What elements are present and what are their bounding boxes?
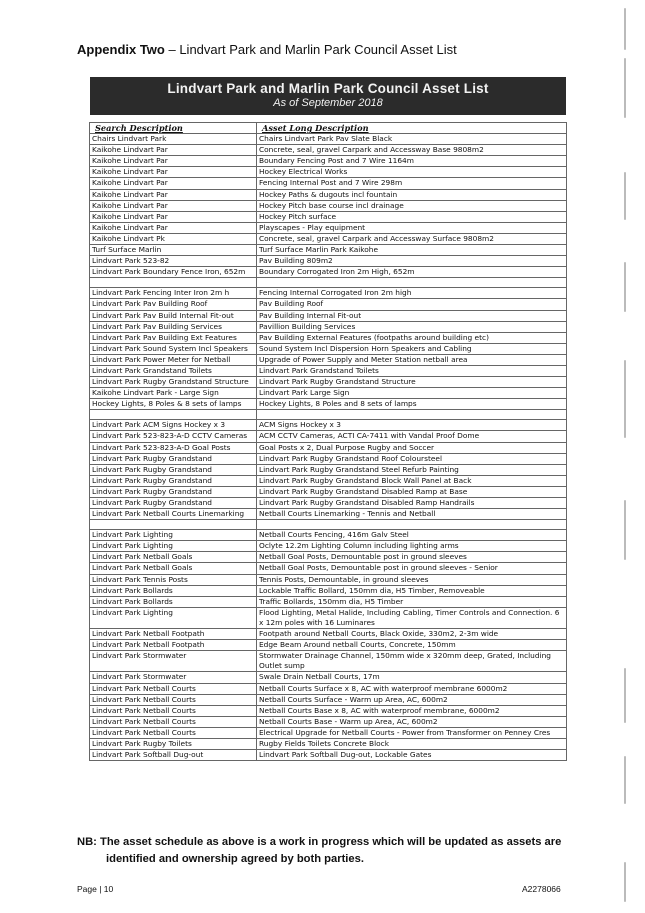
table-row <box>90 178 567 189</box>
table-row <box>90 222 567 233</box>
search-description-cell: Lindvart Park Netball Goals <box>90 563 257 574</box>
search-description-cell: Lindvart Park 523-823-A-D CCTV Cameras <box>90 431 257 442</box>
search-description-cell: Lindvart Park Netball Courts <box>90 727 257 738</box>
table-row <box>90 233 567 244</box>
banner-subtitle: As of September 2018 <box>273 97 383 109</box>
banner-title: Lindvart Park and Marlin Park Council Asset List <box>167 81 489 96</box>
table-row <box>90 399 567 410</box>
search-description-cell: Lindvart Park Rugby Grandstand <box>90 498 257 509</box>
table-row <box>90 541 567 552</box>
table-row <box>90 629 567 640</box>
table-row <box>90 354 567 365</box>
asset-long-description-cell: Boundary Fencing Post and 7 Wire 1164m <box>257 156 567 167</box>
asset-long-description-cell: Pav Building Internal Fit-out <box>257 310 567 321</box>
asset-long-description-cell: Pav Building External Features (footpaths around building etc) <box>257 332 567 343</box>
asset-long-description-cell: Goal Posts x 2, Dual Purpose Rugby and Soccer <box>257 442 567 453</box>
table-row <box>90 267 567 278</box>
table-row <box>90 486 567 497</box>
scan-edge-mark <box>624 8 626 50</box>
note-block <box>77 834 567 868</box>
asset-long-description-cell: Pavillion Building Services <box>257 321 567 332</box>
scan-edge-mark <box>624 500 626 560</box>
table-row <box>90 750 567 761</box>
asset-long-description-cell: Netball Courts Surface x 8, AC with waterproof membrane 6000m2 <box>257 683 567 694</box>
search-description-cell: Lindvart Park ACM Signs Hockey x 3 <box>90 420 257 431</box>
asset-long-description-cell: Hockey Pitch base course incl drainage <box>257 200 567 211</box>
table-row <box>90 365 567 376</box>
table-row <box>90 200 567 211</box>
search-description-cell: Lindvart Park Netball Courts <box>90 705 257 716</box>
table-row <box>90 738 567 749</box>
search-description-cell: Kaikohe Lindvart Par <box>90 211 257 222</box>
table-row <box>90 377 567 388</box>
table-row <box>90 431 567 442</box>
table-row <box>90 332 567 343</box>
search-description-cell <box>90 278 257 288</box>
search-description-cell: Lindvart Park 523-82 <box>90 256 257 267</box>
asset-long-description-cell: Lindvart Park Rugby Grandstand Steel Refurb Painting <box>257 464 567 475</box>
scan-edge-mark <box>624 862 626 902</box>
search-description-cell: Lindvart Park Lighting <box>90 607 257 628</box>
asset-long-description-cell: Chairs Lindvart Park Pav Slate Black <box>257 134 567 145</box>
asset-long-description-cell: Electrical Upgrade for Netball Courts - Power from Transformer on Penney Cres <box>257 727 567 738</box>
asset-long-description-cell: Sound System Incl Dispersion Horn Speakers and Cabling <box>257 343 567 354</box>
scan-edge-mark <box>624 172 626 220</box>
asset-long-description-cell: Netball Goal Posts, Demountable post in ground sleeves - Senior <box>257 563 567 574</box>
asset-long-description-cell: ACM Signs Hockey x 3 <box>257 420 567 431</box>
asset-long-description-cell: Hockey Pitch surface <box>257 211 567 222</box>
table-row <box>90 245 567 256</box>
search-description-cell: Lindvart Park Netball Courts <box>90 683 257 694</box>
table-row <box>90 694 567 705</box>
scan-edge-mark <box>624 398 626 438</box>
search-description-cell: Kaikohe Lindvart Par <box>90 222 257 233</box>
search-description-cell: Lindvart Park Rugby Grandstand <box>90 486 257 497</box>
search-description-cell: Lindvart Park Netball Footpath <box>90 640 257 651</box>
table-row <box>90 310 567 321</box>
note-line-2: identified and ownership agreed by both parties. <box>106 853 364 865</box>
search-description-cell: Lindvart Park Netball Courts <box>90 694 257 705</box>
table-row <box>90 189 567 200</box>
asset-long-description-cell: Lindvart Park Rugby Grandstand Disabled Ramp at Base <box>257 486 567 497</box>
asset-long-description-cell: Oclyte 12.2m Lighting Column including lighting arms <box>257 541 567 552</box>
search-description-cell: Lindvart Park Softball Dug-out <box>90 750 257 761</box>
table-row <box>90 256 567 267</box>
asset-long-description-cell: Hockey Paths & dugouts incl fountain <box>257 189 567 200</box>
asset-long-description-cell <box>257 278 567 288</box>
search-description-cell: Chairs Lindvart Park <box>90 134 257 145</box>
asset-long-description-cell: Pav Building Roof <box>257 299 567 310</box>
asset-long-description-cell <box>257 410 567 420</box>
search-description-cell: Lindvart Park Rugby Toilets <box>90 738 257 749</box>
asset-long-description-cell: Traffic Bollards, 150mm dia, H5 Timber <box>257 596 567 607</box>
table-row <box>90 509 567 520</box>
search-description-cell: Lindvart Park Pav Build Internal Fit-out <box>90 310 257 321</box>
table-row <box>90 607 567 628</box>
asset-long-description-cell: Fencing Internal Post and 7 Wire 298m <box>257 178 567 189</box>
search-description-cell: Lindvart Park Netball Courts Linemarking <box>90 509 257 520</box>
asset-long-description-cell: Lindvart Park Rugby Grandstand Roof Coloursteel <box>257 453 567 464</box>
table-row <box>90 156 567 167</box>
search-description-cell: Lindvart Park Pav Building Services <box>90 321 257 332</box>
asset-long-description-cell: Lindvart Park Grandstand Toilets <box>257 365 567 376</box>
asset-long-description-cell: ACM CCTV Cameras, ACTI CA-7411 with Vandal Proof Dome <box>257 431 567 442</box>
search-description-cell: Lindvart Park Fencing Inter Iron 2m h <box>90 288 257 299</box>
table-row <box>90 278 567 288</box>
note-label: NB: <box>77 836 97 848</box>
asset-long-description-cell: Pav Building 809m2 <box>257 256 567 267</box>
table-row <box>90 574 567 585</box>
search-description-cell: Lindvart Park Lighting <box>90 530 257 541</box>
asset-long-description-cell: Lindvart Park Rugby Grandstand Block Wall Panel at Back <box>257 475 567 486</box>
asset-long-description-cell: Rugby Fields Toilets Concrete Block <box>257 738 567 749</box>
asset-long-description-cell: Boundary Corrogated Iron 2m High, 652m <box>257 267 567 278</box>
search-description-cell: Kaikohe Lindvart Par <box>90 189 257 200</box>
asset-long-description-cell <box>257 520 567 530</box>
appendix-label: Appendix Two <box>77 42 165 57</box>
search-description-cell: Kaikohe Lindvart Par <box>90 156 257 167</box>
scan-edge-marks <box>616 0 645 913</box>
asset-long-description-cell: Stormwater Drainage Channel, 150mm wide x 320mm deep, Grated, Including Outlet sump <box>257 651 567 672</box>
scan-edge-mark <box>624 58 626 118</box>
table-row <box>90 288 567 299</box>
table-row <box>90 145 567 156</box>
table-row <box>90 651 567 672</box>
asset-long-description-cell: Lindvart Park Large Sign <box>257 388 567 399</box>
asset-long-description-cell: Lockable Traffic Bollard, 150mm dia, H5 Timber, Removeable <box>257 585 567 596</box>
asset-long-description-cell: Playscapes - Play equipment <box>257 222 567 233</box>
table-row <box>90 530 567 541</box>
asset-long-description-cell: Concrete, seal, gravel Carpark and Accessway Base 9808m2 <box>257 145 567 156</box>
table-row <box>90 420 567 431</box>
asset-long-description-cell: Turf Surface Marlin Park Kaikohe <box>257 245 567 256</box>
asset-long-description-cell: Upgrade of Power Supply and Meter Station netball area <box>257 354 567 365</box>
table-row <box>90 453 567 464</box>
heading-text: – Lindvart Park and Marlin Park Council Asset List <box>164 42 457 57</box>
table-row <box>90 727 567 738</box>
table-row <box>90 705 567 716</box>
search-description-cell: Lindvart Park Power Meter for Netball <box>90 354 257 365</box>
asset-table <box>89 122 567 761</box>
table-banner <box>90 77 566 115</box>
table-row <box>90 520 567 530</box>
asset-long-description-cell: Netball Courts Fencing, 416m Galv Steel <box>257 530 567 541</box>
table-row <box>90 134 567 145</box>
asset-long-description-cell: Lindvart Park Softball Dug-out, Lockable Gates <box>257 750 567 761</box>
page-heading <box>77 42 457 57</box>
table-row <box>90 410 567 420</box>
asset-long-description-cell: Netball Goal Posts, Demountable post in ground sleeves <box>257 552 567 563</box>
search-description-cell: Lindvart Park Netball Courts <box>90 716 257 727</box>
table-row <box>90 683 567 694</box>
scan-edge-mark <box>624 262 626 312</box>
search-description-cell: Lindvart Park Netball Goals <box>90 552 257 563</box>
table-row <box>90 475 567 486</box>
table-row <box>90 585 567 596</box>
asset-long-description-cell: Footpath around Netball Courts, Black Oxide, 330m2, 2-3m wide <box>257 629 567 640</box>
asset-long-description-cell: Hockey Electrical Works <box>257 167 567 178</box>
table-row <box>90 672 567 683</box>
column-header-search-description: Search Description <box>90 123 257 134</box>
table-row <box>90 563 567 574</box>
asset-long-description-cell: Hockey Lights, 8 Poles and 8 sets of lamps <box>257 399 567 410</box>
search-description-cell: Lindvart Park Netball Footpath <box>90 629 257 640</box>
table-row <box>90 343 567 354</box>
search-description-cell: Lindvart Park Pav Building Ext Features <box>90 332 257 343</box>
search-description-cell: Kaikohe Lindvart Par <box>90 167 257 178</box>
search-description-cell <box>90 410 257 420</box>
asset-long-description-cell: Fencing Internal Corrogated Iron 2m high <box>257 288 567 299</box>
asset-long-description-cell: Netball Courts Linemarking - Tennis and Netball <box>257 509 567 520</box>
table-row <box>90 464 567 475</box>
table-row <box>90 167 567 178</box>
table-row <box>90 498 567 509</box>
search-description-cell: Lindvart Park Bollards <box>90 585 257 596</box>
asset-long-description-cell: Tennis Posts, Demountable, in ground sleeves <box>257 574 567 585</box>
table-row <box>90 321 567 332</box>
search-description-cell: Turf Surface Marlin <box>90 245 257 256</box>
table-row <box>90 716 567 727</box>
asset-long-description-cell: Netball Courts Base x 8, AC with waterproof membrane, 6000m2 <box>257 705 567 716</box>
search-description-cell: Kaikohe Lindvart Par <box>90 200 257 211</box>
note-line-1: The asset schedule as above is a work in progress which will be updated as assets are <box>100 836 562 848</box>
asset-table-wrapper <box>89 122 566 761</box>
scan-edge-mark <box>624 668 626 723</box>
search-description-cell: Lindvart Park Grandstand Toilets <box>90 365 257 376</box>
search-description-cell: Lindvart Park Rugby Grandstand Structure <box>90 377 257 388</box>
table-row <box>90 640 567 651</box>
search-description-cell: Kaikohe Lindvart Par <box>90 145 257 156</box>
asset-long-description-cell: Lindvart Park Rugby Grandstand Structure <box>257 377 567 388</box>
search-description-cell <box>90 520 257 530</box>
search-description-cell: Kaikohe Lindvart Par <box>90 178 257 189</box>
asset-long-description-cell: Swale Drain Netball Courts, 17m <box>257 672 567 683</box>
page-number: Page | 10 <box>77 884 114 894</box>
asset-long-description-cell: Flood Lighting, Metal Halide, Including Cabling, Timer Controls and Connection. 6 x 12m poles with 16 Luminares <box>257 607 567 628</box>
search-description-cell: Kaikohe Lindvart Park - Large Sign <box>90 388 257 399</box>
column-header-asset-long-description: Asset Long Description <box>257 123 567 134</box>
search-description-cell: Lindvart Park Bollards <box>90 596 257 607</box>
table-header-row <box>90 123 567 134</box>
table-row <box>90 596 567 607</box>
search-description-cell: Kaikohe Lindvart Pk <box>90 233 257 244</box>
search-description-cell: Lindvart Park Stormwater <box>90 672 257 683</box>
search-description-cell: Lindvart Park Tennis Posts <box>90 574 257 585</box>
search-description-cell: Lindvart Park Boundary Fence Iron, 652m <box>90 267 257 278</box>
asset-table-body <box>90 134 567 761</box>
search-description-cell: Lindvart Park Lighting <box>90 541 257 552</box>
table-row <box>90 388 567 399</box>
asset-long-description-cell: Netball Courts Surface - Warm up Area, AC, 600m2 <box>257 694 567 705</box>
table-row <box>90 442 567 453</box>
table-row <box>90 299 567 310</box>
asset-long-description-cell: Lindvart Park Rugby Grandstand Disabled Ramp Handrails <box>257 498 567 509</box>
search-description-cell: Lindvart Park Stormwater <box>90 651 257 672</box>
asset-long-description-cell: Netball Courts Base - Warm up Area, AC, 600m2 <box>257 716 567 727</box>
asset-long-description-cell: Concrete, seal, gravel Carpark and Accessway Surface 9808m2 <box>257 233 567 244</box>
search-description-cell: Lindvart Park 523-823-A-D Goal Posts <box>90 442 257 453</box>
search-description-cell: Lindvart Park Rugby Grandstand <box>90 453 257 464</box>
search-description-cell: Lindvart Park Pav Building Roof <box>90 299 257 310</box>
search-description-cell: Lindvart Park Sound System Incl Speakers <box>90 343 257 354</box>
table-row <box>90 552 567 563</box>
scan-edge-mark <box>624 756 626 804</box>
table-row <box>90 211 567 222</box>
document-id: A2278066 <box>522 884 561 894</box>
search-description-cell: Lindvart Park Rugby Grandstand <box>90 464 257 475</box>
asset-long-description-cell: Edge Beam Around netball Courts, Concrete, 150mm <box>257 640 567 651</box>
search-description-cell: Hockey Lights, 8 Poles & 8 sets of lamps <box>90 399 257 410</box>
search-description-cell: Lindvart Park Rugby Grandstand <box>90 475 257 486</box>
